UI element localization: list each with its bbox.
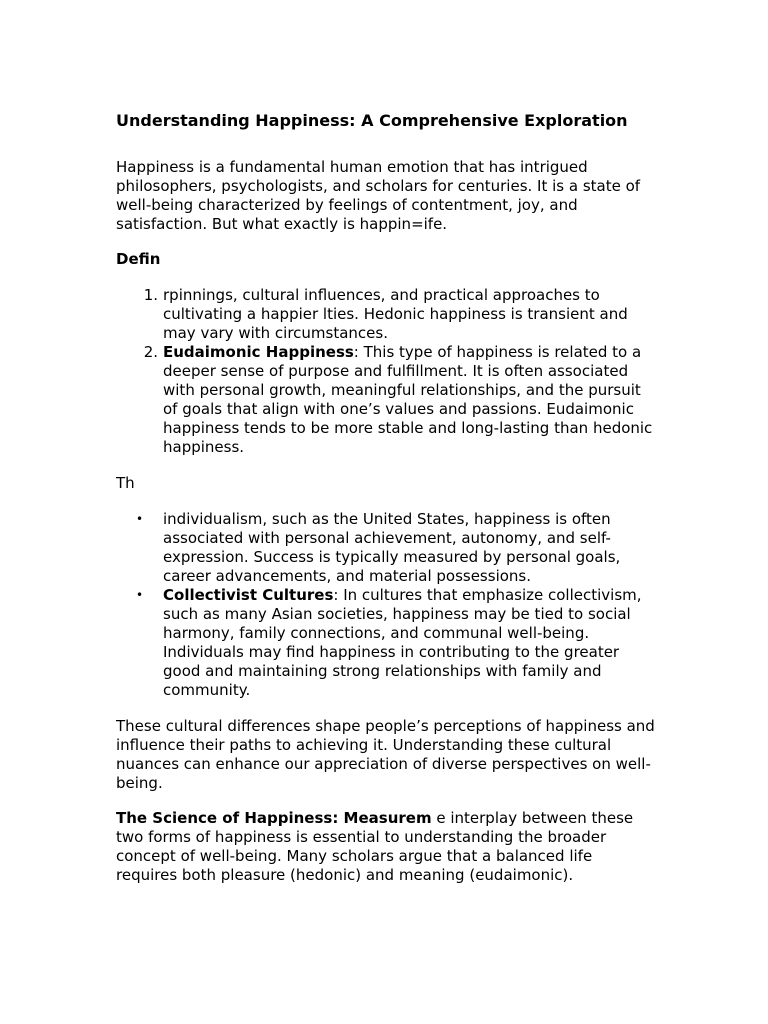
science-paragraph [116, 809, 656, 885]
list-item-text: : This type of happiness is related to a deeper sense of purpose and fulfillment. It is often associated with personal growth, meaningful relationships, and the pursuit of goals that align with one’s values and passions. Eudaimonic happiness tends to be more stable and long-lasting than hedonic happiness. [163, 343, 653, 456]
science-heading: The Science of Happiness: Measurem [116, 809, 432, 827]
section-heading-th: Th [116, 474, 135, 492]
page-title: Understanding Happiness: A Comprehensive Exploration [116, 111, 628, 130]
list-item-text: individualism, such as the United States, happiness is often associated with personal achievement, autonomy, and self-expression. Success is typically measured by personal goals, career advancements, and material possessions. [163, 510, 621, 585]
bullet-marker: • [136, 588, 144, 602]
definition-list [116, 286, 656, 457]
list-item-bold: Eudaimonic Happiness [163, 343, 354, 361]
list-marker: 1. [143, 286, 158, 304]
list-item [116, 586, 656, 700]
science-text: e interplay between these two forms of happiness is essential to understanding the broader concept of well-being. Many scholars argue that a balanced life requires both pleasure (hedonic) and meaning (eudaimonic). [116, 809, 634, 884]
bullet-marker: • [136, 512, 144, 526]
section-heading-defin: Defin [116, 250, 161, 268]
list-item-text: : In cultures that emphasize collectivism, such as many Asian societies, happiness may be tied to social harmony, family connections, and communal well-being. Individuals may find happiness in contributing to the greater good and maintaining strong relationships with family and community. [163, 586, 642, 699]
list-item-text: rpinnings, cultural influences, and practical approaches to cultivating a happier lties. Hedonic happiness is transient and may vary with circumstances. [163, 286, 628, 342]
list-item [116, 343, 656, 457]
list-item [116, 286, 656, 343]
document-body [116, 102, 656, 901]
intro-paragraph: Happiness is a fundamental human emotion that has intrigued philosophers, psychologists, and scholars for centuries. It is a state of well-being characterized by feelings of contentment, joy, and satisfaction. But what exactly is happin=ife. [116, 158, 641, 233]
list-item [116, 510, 656, 586]
culture-list [116, 510, 656, 700]
list-item-bold: Collectivist Cultures [163, 586, 334, 604]
cultural-paragraph: These cultural differences shape people’s perceptions of happiness and influence their paths to achieving it. Understanding these cultural nuances can enhance our appreciation of diverse perspectives on well-being. [116, 717, 655, 792]
list-marker: 2. [143, 343, 158, 361]
